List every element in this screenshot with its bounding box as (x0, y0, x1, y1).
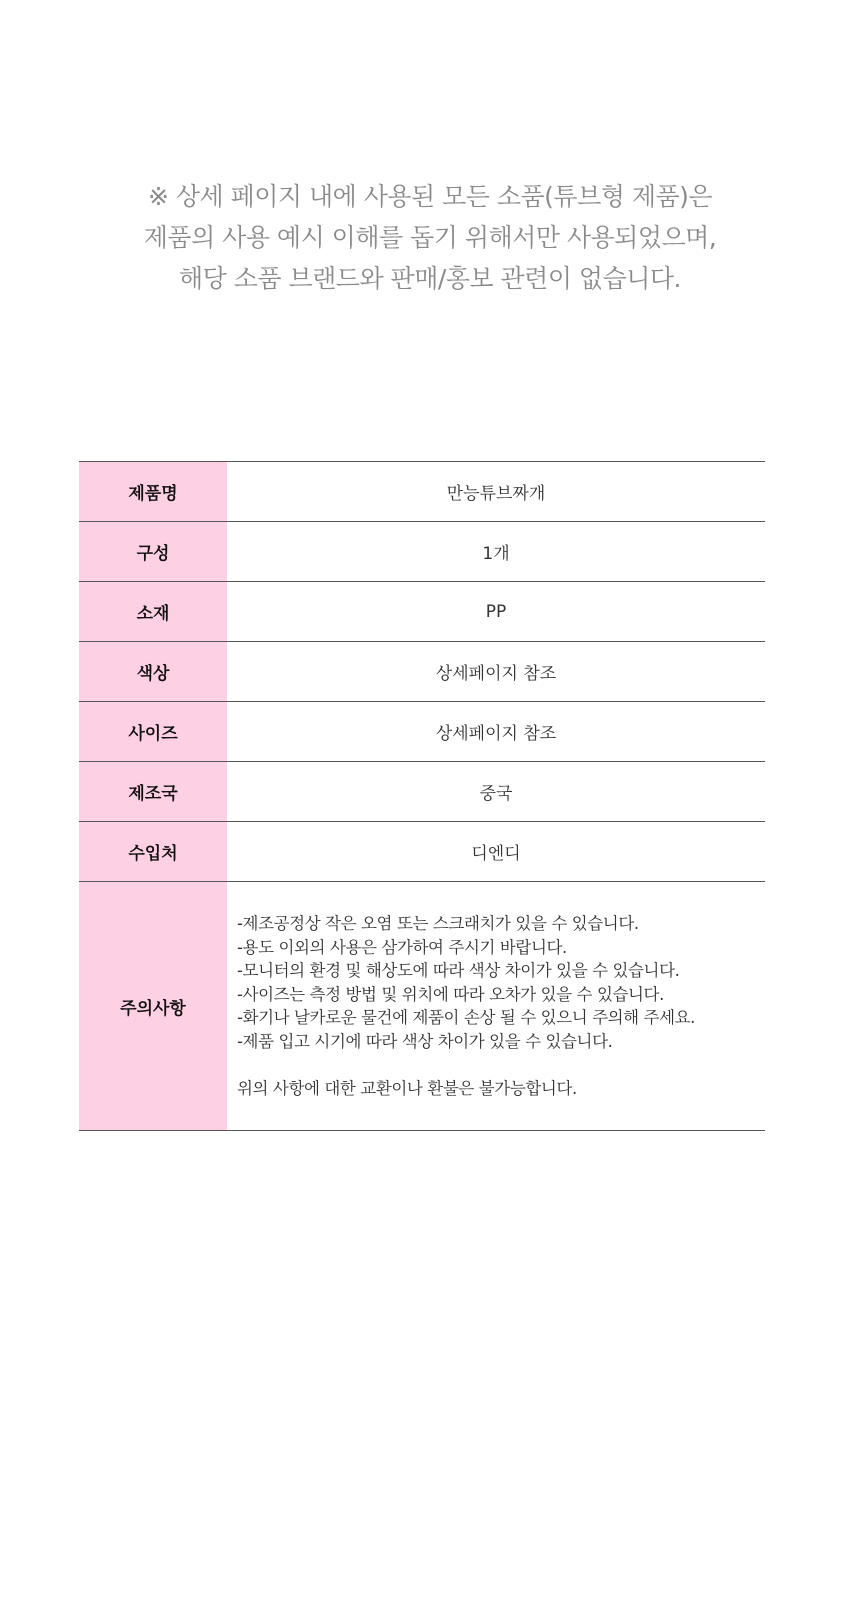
spec-row-composition (79, 522, 765, 582)
spec-label: 주의사항 (79, 882, 227, 1131)
spec-row-importer (79, 822, 765, 882)
spec-row-color (79, 642, 765, 702)
spec-row-material (79, 582, 765, 642)
caution-line: -제품 입고 시기에 따라 색상 차이가 있을 수 있습니다. (237, 1031, 613, 1051)
spec-label: 수입처 (79, 822, 227, 882)
spec-value: 상세페이지 참조 (435, 664, 557, 684)
caution-spacer (237, 1053, 765, 1077)
disclaimer-line: 해당 소품 브랜드와 판매/홍보 관련이 없습니다. (179, 264, 681, 293)
caution-line: -모니터의 환경 및 해상도에 따라 색상 차이가 있을 수 있습니다. (237, 961, 680, 980)
spec-label: 사이즈 (79, 702, 227, 762)
disclaimer-line: 제품의 사용 예시 이해를 돕기 위해서만 사용되었으며, (143, 223, 717, 252)
spec-label: 제품명 (79, 462, 227, 522)
spec-value: 1개 (482, 544, 510, 564)
props-disclaimer (0, 176, 860, 299)
spec-row-caution (79, 882, 765, 1131)
spec-row-size (79, 702, 765, 762)
spec-label: 제조국 (79, 762, 227, 822)
caution-text (227, 882, 765, 1131)
product-spec-table (79, 461, 765, 1131)
spec-value: 중국 (479, 784, 513, 804)
spec-value: PP (485, 601, 507, 622)
caution-line: -용도 이외의 사용은 삼가하여 주시기 바랍니다. (237, 937, 567, 957)
spec-row-country (79, 762, 765, 822)
caution-line: -화기나 날카로운 물건에 제품이 손상 될 수 있으니 주의해 주세요. (237, 1008, 696, 1027)
caution-line: -제조공정상 작은 오염 또는 스크래치가 있을 수 있습니다. (237, 914, 639, 933)
spec-value: 상세페이지 참조 (435, 724, 557, 744)
spec-value: 디엔디 (471, 844, 521, 864)
spec-label: 구성 (79, 522, 227, 582)
spec-label: 색상 (79, 642, 227, 702)
spec-value: 만능튜브짜개 (446, 484, 546, 504)
spec-label: 소재 (79, 582, 227, 642)
disclaimer-line: ※ 상세 페이지 내에 사용된 모든 소품(튜브형 제품)은 (147, 182, 713, 211)
caution-line: -사이즈는 측정 방법 및 위치에 따라 오차가 있을 수 있습니다. (237, 984, 664, 1004)
spec-row-product-name (79, 462, 765, 522)
caution-footer: 위의 사항에 대한 교환이나 환불은 불가능합니다. (237, 1078, 577, 1098)
